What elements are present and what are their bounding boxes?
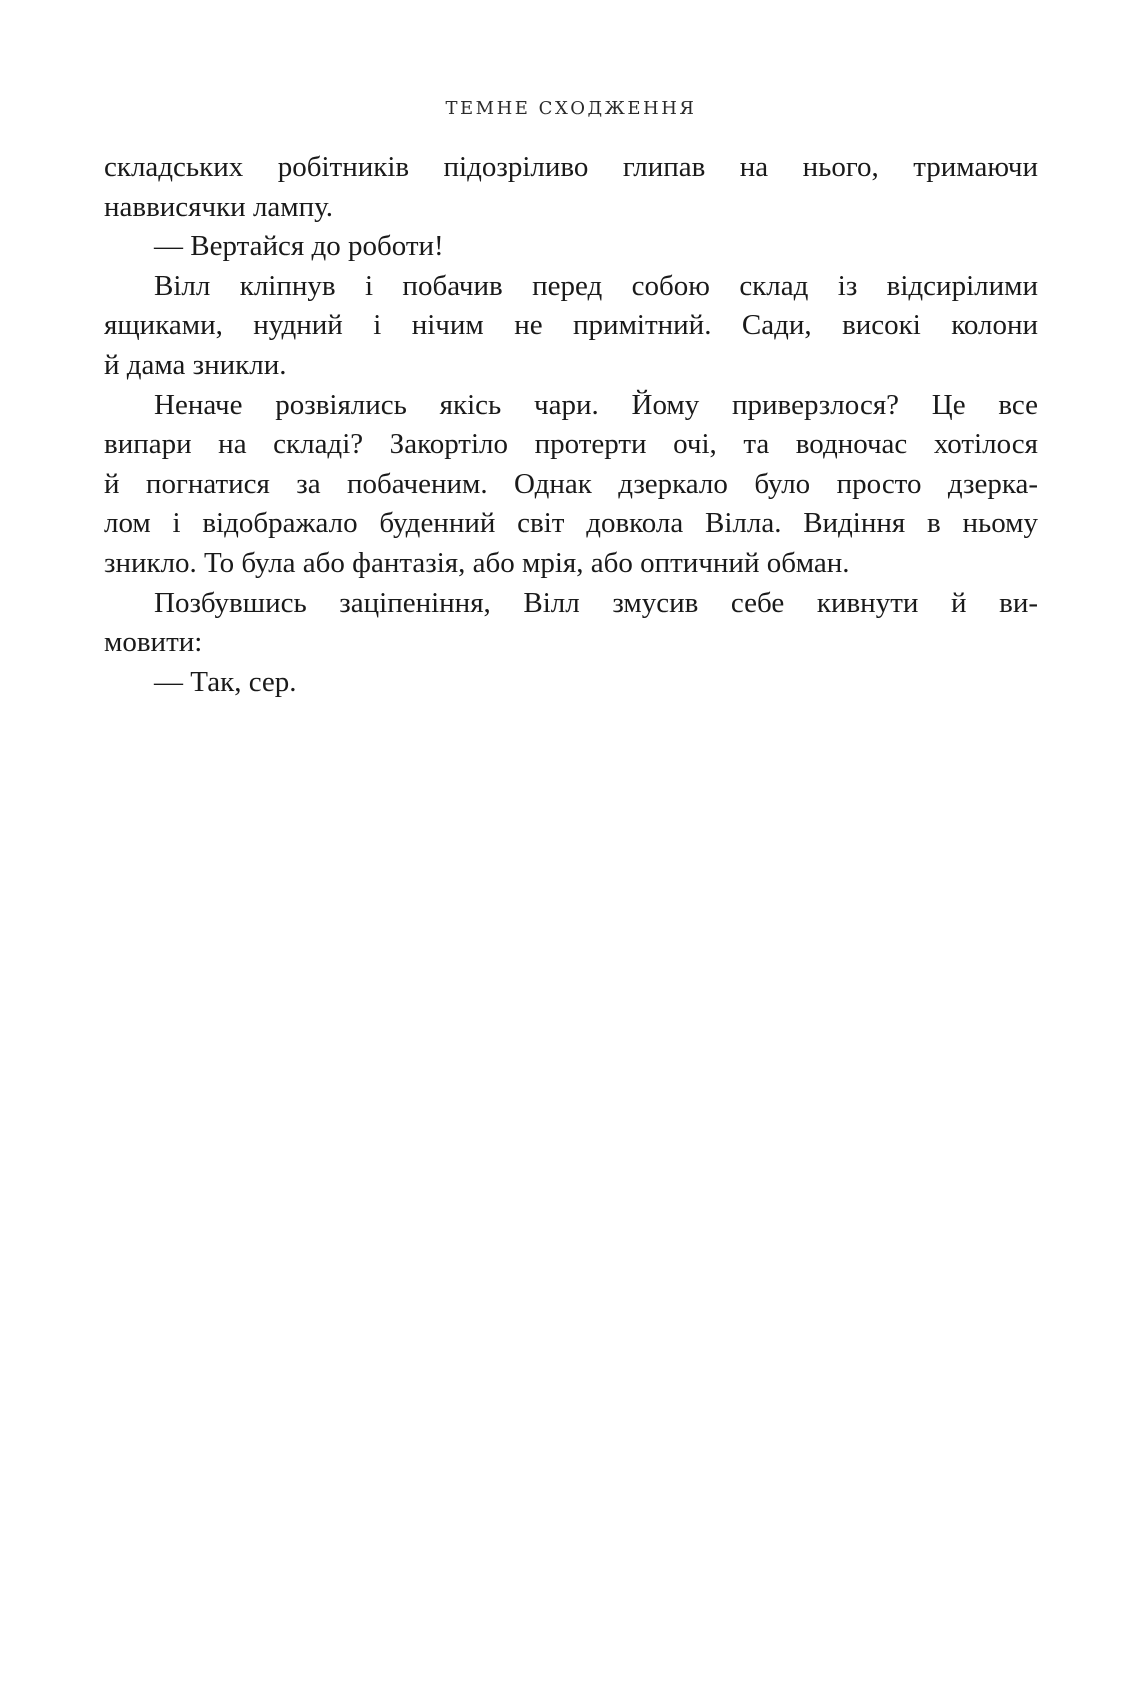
text-line: мовити: [104, 626, 203, 659]
text-line: й дама зникли. [104, 348, 287, 381]
text-line: й погнатися за побаченим. Однак дзеркало було просто дзерка- [104, 467, 1038, 500]
body-text [104, 148, 1038, 702]
text-line: Позбувшись заціпеніння, Вілл змусив себе кивнути й ви- [154, 586, 1038, 619]
text-line: ящиками, нудний і нічим не примітний. Сади, високі колони [104, 309, 1038, 342]
text-line: Неначе розвіялись якісь чари. Йому приверзлося? Це все [154, 388, 1038, 421]
running-head: ТЕМНЕ СХОДЖЕННЯ [445, 98, 697, 119]
text-line: випари на складі? Закортіло протерти очі, та водночас хотілося [104, 428, 1038, 461]
dialogue-line: — Вертайся до роботи! [154, 230, 444, 263]
text-line: лом і відображало буденний світ довкола Вілла. Видіння в ньому [104, 507, 1038, 540]
text-line: наввисячки лампу. [104, 190, 334, 223]
text-line: зникло. То була або фантазія, або мрія, або оптичний обман. [104, 546, 850, 579]
text-line: Вілл кліпнув і побачив перед собою склад із відсирілими [154, 269, 1038, 302]
dialogue-line: — Так, сер. [154, 665, 297, 698]
text-line: складських робітників підозріливо глипав на нього, тримаючи [104, 151, 1038, 183]
